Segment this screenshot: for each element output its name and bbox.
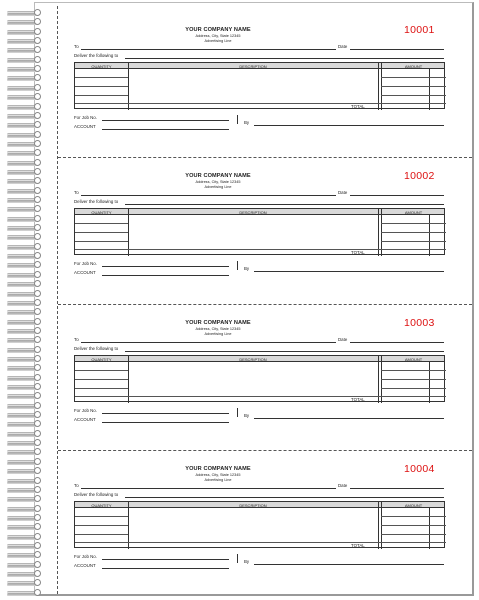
horizontal-perforation bbox=[58, 157, 472, 158]
to-label: To bbox=[74, 190, 79, 195]
form-number: 10004 bbox=[404, 463, 435, 475]
company-address: Address, City, State 12345 bbox=[195, 180, 241, 184]
description-header: DESCRIPTION bbox=[239, 502, 267, 508]
deliver-to-field[interactable] bbox=[125, 497, 444, 498]
company-address: Address, City, State 12345 bbox=[195, 327, 241, 331]
form-number: 10002 bbox=[404, 170, 435, 182]
field-separator bbox=[237, 554, 238, 563]
date-label: Date bbox=[338, 190, 348, 195]
amount-header: AMOUNT bbox=[404, 209, 423, 215]
table-row[interactable] bbox=[75, 223, 128, 224]
form-number: 10001 bbox=[404, 24, 435, 36]
total-label: TOTAL bbox=[351, 543, 365, 548]
account-field[interactable] bbox=[102, 275, 229, 276]
field-separator bbox=[237, 115, 238, 124]
amount-header: AMOUNT bbox=[404, 356, 423, 362]
table-row[interactable] bbox=[75, 516, 128, 517]
company-name: YOUR COMPANY NAME bbox=[185, 27, 251, 33]
job-field[interactable] bbox=[102, 120, 229, 121]
company-address: Address, City, State 12345 bbox=[195, 34, 241, 38]
to-label: To bbox=[74, 483, 79, 488]
quantity-header: QUANTITY bbox=[91, 209, 112, 215]
account-field[interactable] bbox=[102, 568, 229, 569]
company-address: Address, City, State 12345 bbox=[195, 473, 241, 477]
table-row[interactable] bbox=[75, 525, 128, 526]
advertising-line: Advertising Line bbox=[204, 184, 232, 189]
date-label: Date bbox=[338, 44, 348, 49]
table-row[interactable] bbox=[75, 103, 446, 104]
deliver-label: Deliver the following to bbox=[74, 53, 119, 58]
delivery-form bbox=[58, 298, 472, 444]
account-label: ACCOUNT bbox=[74, 563, 96, 568]
to-field[interactable] bbox=[81, 488, 336, 489]
horizontal-perforation bbox=[58, 450, 472, 451]
horizontal-perforation bbox=[58, 304, 472, 305]
spiral-coil-icon bbox=[7, 588, 43, 598]
date-field[interactable] bbox=[350, 195, 444, 196]
deliver-label: Deliver the following to bbox=[74, 346, 119, 351]
by-field[interactable] bbox=[254, 125, 444, 126]
table-row[interactable] bbox=[381, 370, 446, 371]
to-label: To bbox=[74, 44, 79, 49]
table-row[interactable] bbox=[75, 241, 128, 242]
table-row[interactable] bbox=[75, 95, 128, 96]
by-field[interactable] bbox=[254, 271, 444, 272]
table-row[interactable] bbox=[75, 232, 128, 233]
to-field[interactable] bbox=[81, 342, 336, 343]
table-row[interactable] bbox=[75, 370, 128, 371]
table-row[interactable] bbox=[75, 388, 128, 389]
date-label: Date bbox=[338, 337, 348, 342]
job-field[interactable] bbox=[102, 413, 229, 414]
advertising-line: Advertising Line bbox=[204, 331, 232, 336]
job-label: For Job No. bbox=[74, 115, 97, 120]
table-row[interactable] bbox=[75, 396, 446, 397]
job-label: For Job No. bbox=[74, 408, 97, 413]
date-label: Date bbox=[338, 483, 348, 488]
total-label: TOTAL bbox=[351, 250, 365, 255]
items-table bbox=[74, 208, 445, 255]
account-label: ACCOUNT bbox=[74, 417, 96, 422]
delivery-form bbox=[58, 151, 472, 297]
date-field[interactable] bbox=[350, 49, 444, 50]
date-field[interactable] bbox=[350, 488, 444, 489]
by-label: By bbox=[244, 266, 250, 271]
advertising-line: Advertising Line bbox=[204, 38, 232, 43]
table-row[interactable] bbox=[381, 86, 446, 87]
table-row[interactable] bbox=[381, 241, 446, 242]
table-row[interactable] bbox=[75, 77, 128, 78]
account-field[interactable] bbox=[102, 422, 229, 423]
amount-header: AMOUNT bbox=[404, 63, 423, 69]
table-row[interactable] bbox=[75, 249, 446, 250]
company-name: YOUR COMPANY NAME bbox=[185, 320, 251, 326]
table-header bbox=[75, 209, 444, 215]
by-field[interactable] bbox=[254, 418, 444, 419]
items-table bbox=[74, 501, 445, 548]
table-row[interactable] bbox=[381, 95, 446, 96]
items-table bbox=[74, 62, 445, 109]
field-separator bbox=[237, 261, 238, 270]
total-label: TOTAL bbox=[351, 104, 365, 109]
table-header bbox=[75, 356, 444, 362]
table-row[interactable] bbox=[75, 534, 128, 535]
table-row[interactable] bbox=[381, 232, 446, 233]
by-field[interactable] bbox=[254, 564, 444, 565]
deliver-to-field[interactable] bbox=[125, 204, 444, 205]
company-name: YOUR COMPANY NAME bbox=[185, 173, 251, 179]
job-field[interactable] bbox=[102, 266, 229, 267]
table-row[interactable] bbox=[381, 379, 446, 380]
table-row[interactable] bbox=[381, 388, 446, 389]
account-label: ACCOUNT bbox=[74, 124, 96, 129]
description-header: DESCRIPTION bbox=[239, 209, 267, 215]
to-label: To bbox=[74, 337, 79, 342]
table-row[interactable] bbox=[75, 86, 128, 87]
quantity-header: QUANTITY bbox=[91, 356, 112, 362]
job-label: For Job No. bbox=[74, 261, 97, 266]
advertising-line: Advertising Line bbox=[204, 477, 232, 482]
field-separator bbox=[237, 408, 238, 417]
table-header bbox=[75, 502, 444, 508]
delivery-form bbox=[58, 444, 472, 590]
to-field[interactable] bbox=[81, 49, 336, 50]
table-row[interactable] bbox=[381, 77, 446, 78]
deliver-label: Deliver the following to bbox=[74, 492, 119, 497]
deliver-label: Deliver the following to bbox=[74, 199, 119, 204]
table-row[interactable] bbox=[381, 223, 446, 224]
quantity-header: QUANTITY bbox=[91, 502, 112, 508]
account-label: ACCOUNT bbox=[74, 270, 96, 275]
table-row[interactable] bbox=[381, 525, 446, 526]
delivery-form bbox=[58, 5, 472, 151]
by-label: By bbox=[244, 413, 250, 418]
items-table bbox=[74, 355, 445, 402]
table-row[interactable] bbox=[75, 379, 128, 380]
table-row[interactable] bbox=[381, 516, 446, 517]
description-header: DESCRIPTION bbox=[239, 63, 267, 69]
deliver-to-field[interactable] bbox=[125, 351, 444, 352]
form-number: 10003 bbox=[404, 317, 435, 329]
quantity-header: QUANTITY bbox=[91, 63, 112, 69]
job-field[interactable] bbox=[102, 559, 229, 560]
company-name: YOUR COMPANY NAME bbox=[185, 466, 251, 472]
description-header: DESCRIPTION bbox=[239, 356, 267, 362]
table-row[interactable] bbox=[75, 542, 446, 543]
account-field[interactable] bbox=[102, 129, 229, 130]
job-label: For Job No. bbox=[74, 554, 97, 559]
deliver-to-field[interactable] bbox=[125, 58, 444, 59]
to-field[interactable] bbox=[81, 195, 336, 196]
by-label: By bbox=[244, 120, 250, 125]
table-header bbox=[75, 63, 444, 69]
total-label: TOTAL bbox=[351, 397, 365, 402]
amount-header: AMOUNT bbox=[404, 502, 423, 508]
table-row[interactable] bbox=[381, 534, 446, 535]
by-label: By bbox=[244, 559, 250, 564]
date-field[interactable] bbox=[350, 342, 444, 343]
